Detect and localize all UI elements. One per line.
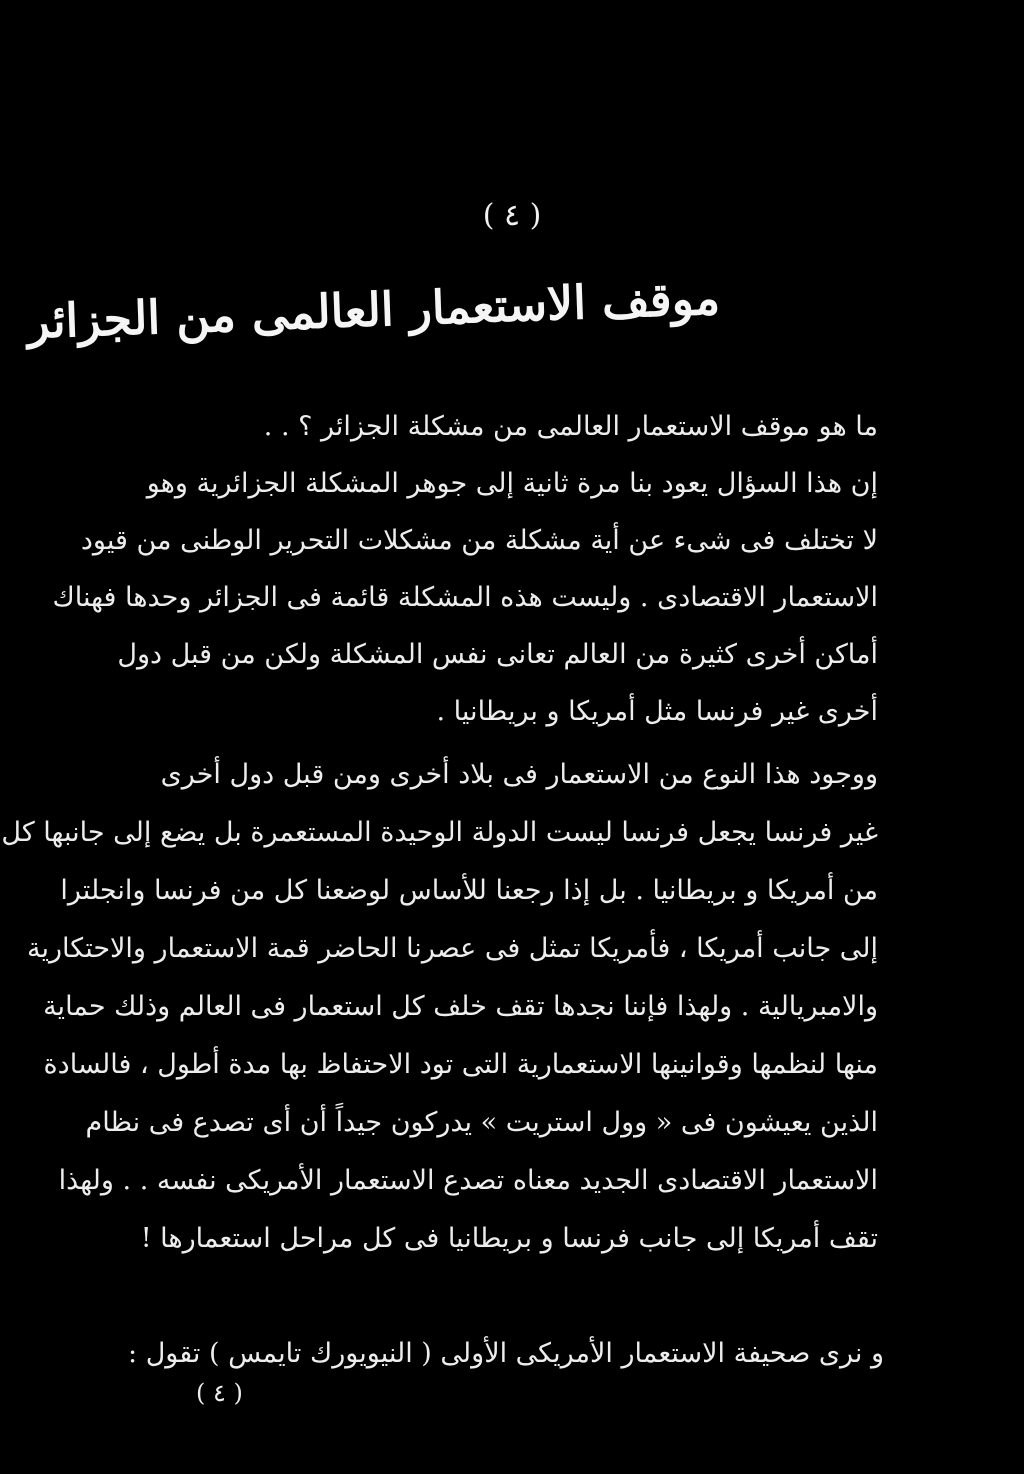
chapter-number: ( ٤ ) bbox=[482, 198, 542, 233]
paragraph-line: لا تختلف فى شىء عن أية مشكلة من مشكلات التحرير الوطنى من قيود bbox=[80, 525, 878, 556]
chapter-title: موقف الاستعمار العالمى من الجزائر bbox=[26, 270, 721, 349]
paragraph-line: غير فرنسا يجعل فرنسا ليست الدولة الوحيدة المستعمرة بل يضع إلى جانبها كل bbox=[1, 817, 878, 848]
footnote-reference: ( ٤ ) bbox=[196, 1379, 243, 1407]
paragraph-line: الذين يعيشون فى « وول استريت » يدركون جيداً أن أى تصدع فى نظام bbox=[85, 1107, 878, 1138]
paragraph-line: إن هذا السؤال يعود بنا مرة ثانية إلى جوهر المشكلة الجزائرية وهو bbox=[146, 468, 878, 499]
paragraph-line: ووجود هذا النوع من الاستعمار فى بلاد أخرى ومن قبل دول أخرى bbox=[160, 759, 878, 790]
paragraph-line: الاستعمار الاقتصادى . وليست هذه المشكلة قائمة فى الجزائر وحدها فهناك bbox=[52, 582, 878, 613]
paragraph-line: من أمريكا و بريطانيا . بل إذا رجعنا للأساس لوضعنا كل من فرنسا وانجلترا bbox=[60, 875, 878, 906]
footnote-text: و نرى صحيفة الاستعمار الأمريكى الأولى ( النيويورك تايمس ) تقول : bbox=[128, 1338, 884, 1369]
paragraph-line: ما هو موقف الاستعمار العالمى من مشكلة الجزائر ؟ . . bbox=[263, 411, 878, 442]
paragraph-line: أخرى غير فرنسا مثل أمريكا و بريطانيا . bbox=[436, 696, 878, 727]
paragraph-line: إلى جانب أمريكا ، فأمريكا تمثل فى عصرنا الحاضر قمة الاستعمار والاحتكارية bbox=[27, 933, 878, 964]
paragraph-line: أماكن أخرى كثيرة من العالم تعانى نفس المشكلة ولكن من قبل دول bbox=[117, 639, 878, 670]
paragraph-line: منها لنظمها وقوانينها الاستعمارية التى تود الاحتفاظ بها مدة أطول ، فالسادة bbox=[43, 1049, 878, 1080]
paragraph-line: والامبريالية . ولهذا فإننا نجدها تقف خلف كل استعمار فى العالم وذلك حماية bbox=[43, 991, 878, 1022]
paragraph-line: الاستعمار الاقتصادى الجديد معناه تصدع الاستعمار الأمريكى نفسه . . ولهذا bbox=[58, 1165, 878, 1196]
paragraph-line: تقف أمريكا إلى جانب فرنسا و بريطانيا فى كل مراحل استعمارها ! bbox=[140, 1223, 878, 1254]
